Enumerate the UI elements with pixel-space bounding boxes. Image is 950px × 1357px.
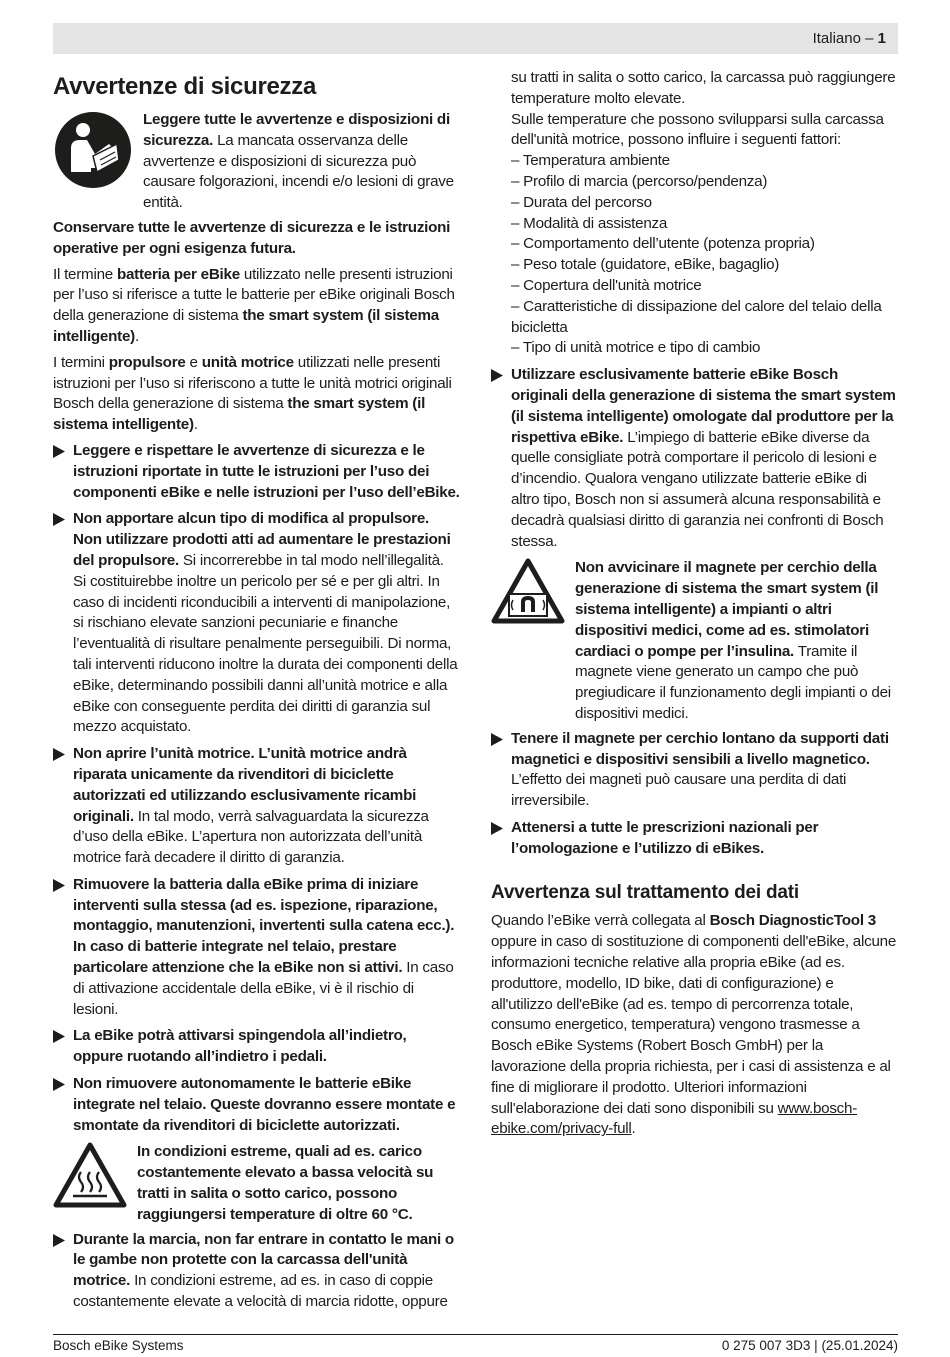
data-p1: Quando l’eBike verrà collegata al (491, 912, 710, 930)
warning-bold: Rimuovere la batteria dalla eBike prima di iniziare interventi sulla stessa (ad es. ispezione, riparazione, montaggio, manutenzioni, invertenti sulla catena ecc.). In caso di batterie integrate nel telaio, prestare particolare attenzione che la eBike non si attivi. (73, 875, 455, 977)
warning-item (491, 365, 898, 552)
warning-item (53, 441, 460, 503)
warning-text: In caso di attivazione accidentale della eBike, vi è il rischio di lesioni. (73, 959, 454, 1018)
read-manual-icon (53, 110, 133, 214)
warning-text: Si incorrerebbe in tal modo nell’illegalità. Si costituirebbe inoltre un pericolo per sé e per gli altri. In caso di incidenti riconducibili a interventi di manipolazione, si rischiano elevate sanzioni pecuniarie e finanche l’eventualità di risultare penalmente perseguibili. Di norma, tali interventi riducono inoltre la durata dei componenti della eBike, determinando possibili danni all’unità motrice e alla eBike con conseguente perdita dei diritti di garanzia sul mezzo acquistato. (73, 551, 458, 736)
hot-surface-warning-icon (53, 1142, 127, 1225)
warning-bold: Non apportare alcun tipo di modifica al propulsore. Non utilizzare prodotti atti ad aumentare le prestazioni del propulsore. (73, 510, 451, 569)
warning-text: In condizioni estreme, ad es. in caso di coppie costantemente elevate a velocità di marcia ridotte, oppure (73, 1272, 448, 1311)
battery-b1: batteria per eBike (116, 265, 240, 283)
intro-body: La mancata osservanza delle avvertenze e disposizioni di sicurezza può causare folgorazioni, incendi e/o lesioni di grave entità. (143, 131, 454, 212)
warning-bold: Tenere il magnete per cerchio lontano da supporti dati magnetici e dispositivi sensibili a livello magnetico. (511, 729, 889, 768)
read-manual-block (53, 110, 460, 214)
intro-text (143, 110, 460, 214)
drive-p1: I termini (53, 353, 109, 371)
warning-item (53, 744, 460, 869)
factor-item: – Comportamento dell’utente (potenza propria) (511, 235, 815, 253)
magnet-body: Tramite il magnete viene generato un campo che può pregiudicare il funzionamento degli impianti o dei dispositivi medici. (575, 642, 891, 722)
right-column (491, 68, 898, 1145)
magnet-bold: Non avvicinare il magnete per cerchio della generazione di sistema the smart system (il sistema intelligente) a impianti o altri dispositivi medici, come ad es. stimolatori cardiaci o pompe per l’insulina. (575, 559, 879, 660)
factor-item: – Temperatura ambiente (511, 152, 670, 170)
factors-list (491, 151, 898, 359)
factor-item: – Tipo di unità motrice e tipo di cambio (511, 339, 761, 357)
drive-p4: . (193, 416, 198, 434)
page-header (53, 23, 898, 54)
battery-b2: the smart system (il sistema intelligente) (53, 307, 439, 345)
keep-instructions (53, 218, 460, 260)
bullet-triangle-icon (53, 1077, 65, 1098)
battery-definition (53, 265, 460, 348)
warning-item (53, 509, 460, 738)
left-column (53, 70, 460, 1319)
hot-surface-bold: In condizioni estreme, quali ad es. carico costantemente elevato a bassa velocità su tratti in salita o sotto carico, possono raggiungersi temperature di oltre 60 °C. (137, 1143, 434, 1223)
diagnostic-tool-name: Bosch DiagnosticTool 3 (709, 912, 876, 930)
drive-b2: unità motrice (201, 353, 294, 371)
warning-bold: Non rimuovere autonomamente le batterie eBike integrate nel telaio. Queste dovranno essere montate e smontate da rivenditori di biciclette autorizzati. (73, 1075, 456, 1134)
footer-divider (53, 1334, 898, 1335)
factor-item: – Peso totale (guidatore, eBike, bagaglio) (511, 256, 780, 274)
bullet-triangle-icon (491, 821, 503, 842)
drive-b3: the smart system (il sistema intelligente) (53, 395, 426, 434)
warning-item (53, 1230, 460, 1313)
factor-item: – Durata del percorso (511, 193, 652, 211)
warning-bold: La eBike potrà attivarsi spingendola all’indietro, oppure ruotando all’indietro i pedali. (73, 1027, 407, 1066)
data-p3: . (631, 1120, 636, 1138)
footer-brand: Bosch eBike Systems (53, 1338, 184, 1353)
page-title: Avvertenze di sicurezza (53, 73, 316, 100)
magnet-text (575, 558, 898, 724)
header-label (813, 30, 886, 47)
warning-item (53, 1074, 460, 1136)
drive-p2: e (185, 353, 202, 371)
warning-bold: Durante la marcia, non far entrare in contatto le mani o le gambe non protette con la carcassa dell'unità motrice. (73, 1230, 454, 1290)
warning-bold: Utilizzare esclusivamente batterie eBike Bosch originali della generazione di sistema the smart system (il sistema intelligente) omologate dal produttore per la rispettiva eBike. (511, 366, 896, 446)
warning-bold: Non aprire l’unità motrice. L’unità motrice andrà riparata unicamente da rivenditori di biciclette autorizzati ed utilizzando esclusivamente ricambi originali. (73, 745, 417, 825)
factor-item: – Profilo di marcia (percorso/pendenza) (511, 172, 768, 190)
magnet-block (491, 558, 898, 724)
factor-item: – Copertura dell'unità motrice (511, 276, 702, 294)
header-language: Italiano – (812, 30, 874, 47)
drive-definition (53, 353, 460, 436)
data-section-title: Avvertenza sul trattamento dei dati (491, 882, 799, 904)
bullet-triangle-icon (53, 444, 65, 465)
warning-item (53, 1026, 460, 1068)
hot-surface-text (137, 1142, 460, 1225)
keep-bold: Conservare tutte le avvertenze di sicurezza e le istruzioni operative per ogni esigenza futura. (53, 218, 451, 257)
bullet-triangle-icon (53, 512, 65, 533)
warning-text: L’effetto dei magneti può causare una perdita di dati irreversibile. (511, 771, 847, 810)
factors-intro: Sulle temperature che possono svilupparsi sulla carcassa dell'unità motrice, possono influire i seguenti fattori: (511, 110, 884, 149)
bullet-triangle-icon (53, 747, 65, 768)
warning-item (53, 875, 460, 1021)
battery-p3: . (134, 327, 139, 345)
bullet-triangle-icon (491, 368, 503, 389)
magnet-warning-icon (491, 558, 565, 724)
page-number: 1 (877, 30, 886, 47)
hot-surface-block (53, 1142, 460, 1225)
warning-item (491, 729, 898, 812)
bullet-triangle-icon (491, 732, 503, 753)
bullet-triangle-icon (53, 1233, 65, 1254)
warning-bold: Attenersi a tutte le prescrizioni nazionali per l’omologazione e l’utilizzo di eBikes. (511, 818, 819, 857)
continued-text: su tratti in salita o sotto carico, la carcassa può raggiungere temperature molto elevate. (511, 69, 896, 107)
drive-b1: propulsore (108, 353, 186, 371)
bullet-triangle-icon (53, 878, 65, 899)
warning-text: In tal modo, verrà salvaguardata la sicurezza d’uso della eBike. L’apertura non autorizzata dell’unità motrice farà decadere il diritto di garanzia. (73, 807, 429, 867)
data-p2: oppure in caso di sostituzione di componenti dell'eBike, alcune informazioni tecniche relative alla propria eBike (ad es. produttore, modello, ID bike, dati di configurazione) e all'utilizzo dell'eBike (ad es. tempo di percorrenza totale, consumo energetico, temperatura) vengono trasmesse a Bosch eBike Systems (Robert Bosch GmbH) per la lavorazione della propria richiesta, per i casi di assistenza e al fine di migliorare il prodotto. Ulteriori informazioni sull'elaborazione dei dati sono disponibili su (491, 933, 897, 1117)
warning-bold: Leggere e rispettare le avvertenze di sicurezza e le istruzioni riportate in tutte le istruzioni per l’uso dei componenti eBike e nelle istruzioni per l’uso dell’eBike. (73, 441, 460, 501)
bullet-triangle-icon (53, 1029, 65, 1050)
battery-p1: Il termine (53, 265, 117, 283)
warning-item (491, 818, 898, 860)
factor-item: – Modalità di assistenza (511, 214, 668, 232)
intro-bold: Leggere tutte le avvertenze e disposizioni di sicurezza. (143, 111, 450, 149)
footer-doc-id: 0 275 007 3D3 | (25.01.2024) (721, 1338, 898, 1353)
warning-text: L’impiego di batterie eBike diverse da quelle consigliate potrà comportare il pericolo di lesioni e d’incendio. Qualora vengano utilizzate batterie eBike di altro tipo, Bosch non si assumerà alcuna responsabilità e decadrà qualsiasi diritto di garanzia nei confronti di Bosch stessa. (511, 428, 884, 550)
data-paragraph (491, 911, 898, 1140)
battery-p2: utilizzato nelle presenti istruzioni per l’uso si riferisce a tutte le batterie per eBike originali Bosch della generazione di sistema (53, 265, 455, 325)
factor-item: – Caratteristiche di dissipazione del calore del telaio della bicicletta (511, 297, 882, 336)
drive-p3: utilizzati nelle presenti istruzioni per l’uso si riferiscono a tutte le unità motrici originali Bosch della generazione di sistema (53, 353, 452, 413)
privacy-link[interactable]: www.bosch-ebike.com/privacy-full (491, 1099, 858, 1138)
